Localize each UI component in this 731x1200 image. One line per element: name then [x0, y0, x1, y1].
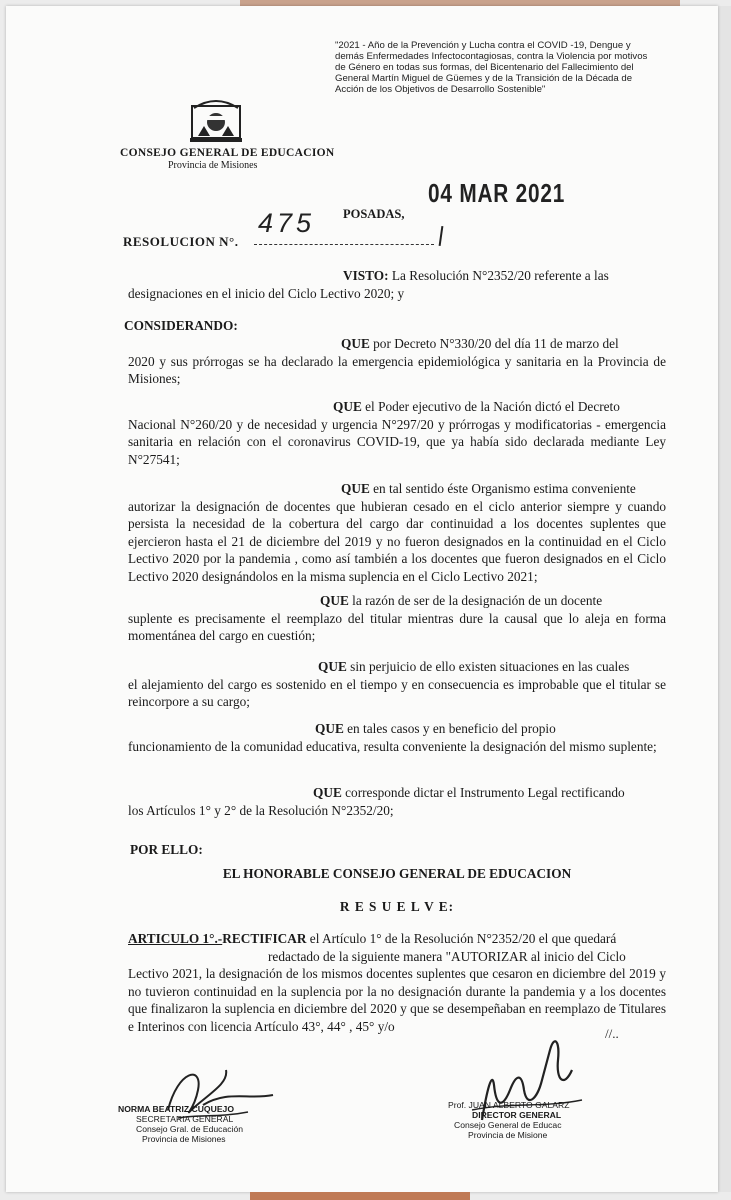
- que-keyword: QUE: [318, 659, 347, 674]
- signature-right-title: DIRECTOR GENERAL: [472, 1110, 562, 1120]
- signature-left-block: [118, 1104, 243, 1144]
- signature-right-org: Consejo General de Educac: [454, 1120, 562, 1130]
- considerando-heading: CONSIDERANDO:: [124, 318, 238, 333]
- paragraph-text-rest: suplente es precisamente el reemplazo del titular mientras dure la causal que lo aleja en forma momentánea del cargo en cuestión;: [128, 610, 666, 644]
- resolution-label: RESOLUCION N°.: [123, 234, 239, 249]
- paragraph-text-first: la razón de ser de la designación de un docente: [348, 593, 603, 608]
- paragraph-text-rest: autorizar la designación de docentes que hubieran cesado en el ciclo anterior siempre y cuando persista la necesidad de la cobertura del cargo dar continuidad a los docentes suplentes que ejercieron hasta el 21 de diciembre del 2019 y no fueron designados en la continuidad en el Ciclo Lectivo 2020 por la pandemia , como así también a los docentes que fueron designados en el Ciclo Lectivo 2020 designándolos en la misma suplencia en el Ciclo Lectivo 2021;: [128, 498, 666, 584]
- organization-name: CONSEJO GENERAL DE EDUCACION: [120, 147, 335, 159]
- signature-left-title: SECRETARIA GENERAL: [136, 1114, 234, 1124]
- paragraph-text-first: en tales casos y en beneficio del propio: [343, 721, 556, 736]
- que-keyword: QUE: [341, 481, 370, 496]
- resolution-number: 475: [258, 208, 316, 238]
- date-stamp: 04 MAR 2021: [428, 178, 566, 208]
- visto-label: VISTO:: [343, 268, 389, 283]
- paragraph-text-rest: los Artículos 1° y 2° de la Resolución N°2352/20;: [128, 802, 394, 818]
- article-1-verb: RECTIFICAR: [222, 931, 307, 946]
- paragraph-text-first: en tal sentido éste Organismo estima conveniente: [369, 481, 636, 496]
- article-1-text-rest: Lectivo 2021, la designación de los mismos docentes suplentes que cesaron en diciembre del 2019 y no tuvieron continuidad en la suplencia por la no designación durante la pandemia y a los docentes que finalizaron la suplencia en diciembre del 2020 y que se desempeñaban en reemplazo de Titulares e Interinos con licencia Artículo 43°, 44° , 45° y/o: [128, 966, 666, 1034]
- considerando-paragraph-5: [128, 658, 666, 711]
- considerando-paragraph-7: [128, 784, 666, 819]
- year-motto-note: "2021 - Año de la Prevención y Lucha contra el COVID -19, Dengue y demás Enfermedades Infectocontagiosas, contra la Violencia por motivos de Género en todas sus formas, del Bicentenario del Fallecimiento del General Martín Miguel de Güemes y de la Transición de la Década de Acción de los Objetivos de Desarrollo Sostenible": [335, 40, 648, 95]
- resolution-dotted-line: [254, 244, 434, 245]
- que-keyword: QUE: [313, 785, 342, 800]
- que-keyword: QUE: [341, 336, 370, 351]
- signature-left-org: Consejo Gral. de Educación: [136, 1124, 244, 1134]
- signature-right-name: Prof. JUAN ALBERTO GALARZ: [448, 1100, 570, 1110]
- article-1-text-second: redactado de la siguiente manera "AUTORIZAR al inicio del Ciclo: [268, 948, 626, 964]
- paragraph-text-first: corresponde dictar el Instrumento Legal rectificando: [341, 785, 625, 800]
- considerando-paragraph-4: [128, 592, 666, 645]
- paragraph-text-rest: el alejamiento del cargo es sostenido en el tiempo y en consecuencia es improbable que el titular se reincorpore a su cargo;: [128, 676, 666, 710]
- que-keyword: QUE: [333, 399, 362, 414]
- article-1-label: ARTICULO 1°.-: [128, 931, 223, 946]
- bottom-edge-strip: [250, 1192, 470, 1200]
- organization-province: Provincia de Misiones: [168, 160, 258, 171]
- provincial-seal-icon: [184, 96, 248, 146]
- signature-left-name: NORMA BEATRIZ CUQUEJO: [118, 1104, 235, 1114]
- article-1-paragraph: [128, 930, 666, 1036]
- continuation-mark: //..: [605, 1026, 619, 1041]
- paragraph-text-rest: funcionamiento de la comunidad educativa, resulta conveniente la designación del mismo suplente;: [128, 738, 657, 754]
- considerando-paragraph-1: [128, 335, 666, 388]
- signature-right-block: [448, 1100, 569, 1140]
- considerando-paragraph-6: [128, 720, 666, 755]
- visto-paragraph: [128, 267, 666, 302]
- paragraph-text-first: el Poder ejecutivo de la Nación dictó el Decreto: [361, 399, 620, 414]
- signature-left-province: Provincia de Misiones: [142, 1134, 226, 1144]
- article-1-text-first: el Artículo 1° de la Resolución N°2352/20 el que quedará: [306, 931, 617, 946]
- paragraph-text-first: sin perjuicio de ello existen situaciones en las cuales: [346, 659, 630, 674]
- paragraph-text-rest: 2020 y sus prórrogas se ha declarado la emergencia epidemiológica y sanitaria en la Provincia de Misiones;: [128, 353, 666, 387]
- resuelve-heading: R E S U E L V E:: [339, 899, 455, 914]
- paragraph-text-first: por Decreto N°330/20 del día 11 de marzo del: [369, 336, 619, 351]
- que-keyword: QUE: [320, 593, 349, 608]
- signature-right-province: Provincia de Misione: [468, 1130, 548, 1140]
- considerando-paragraph-2: [128, 398, 666, 468]
- por-ello-heading: POR ELLO:: [130, 842, 203, 857]
- place-label: POSADAS,: [343, 207, 405, 221]
- paragraph-text-rest: Nacional N°260/20 y de necesidad y urgencia N°297/20 y prórrogas y modificatorias - emergencia sanitaria en relación con el coronavirus COVID-19, que ya había sido declarada mediante Ley N°27541;: [128, 416, 666, 467]
- council-title: EL HONORABLE CONSEJO GENERAL DE EDUCACION: [222, 866, 572, 881]
- page-edge: [718, 6, 731, 1192]
- considerando-paragraph-3: [128, 480, 666, 586]
- que-keyword: QUE: [315, 721, 344, 736]
- visto-text-rest: designaciones en el inicio del Ciclo Lectivo 2020; y: [128, 285, 405, 301]
- visto-text-first: La Resolución N°2352/20 referente a las: [391, 268, 609, 283]
